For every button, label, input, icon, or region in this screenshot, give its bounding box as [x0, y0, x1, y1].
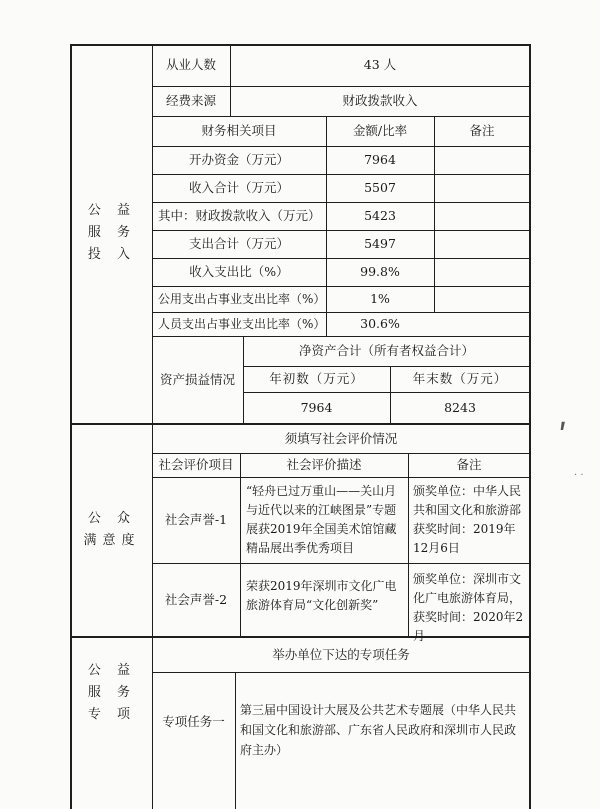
- assets-begin-label: 年初数（万元）: [269, 371, 364, 387]
- finance-header-amount: 金额/比率: [352, 123, 408, 139]
- staff-value: 43 人: [363, 57, 397, 73]
- finance-row-amount: 30.6%: [360, 316, 400, 332]
- section-label-public-service-input: 公 益 服 务 投 入: [87, 203, 137, 262]
- finance-row-item: 开办资金（万元）: [188, 152, 289, 168]
- scan-artifact: · ·: [574, 470, 584, 481]
- funding-label: 经费来源: [165, 93, 216, 109]
- scan-artifact: ʹ: [558, 418, 568, 458]
- assets-label: 资产损益情况: [159, 372, 235, 388]
- finance-row-item: 人员支出占事业支出比率（%）: [158, 316, 326, 331]
- evaluation-title: 须填写社会评价情况: [284, 431, 398, 447]
- special-task-desc: 第三届中国设计大展及公共艺术专题展（中华人民共和国文化和旅游部、广东省人民政府和深圳市人民政府主办）: [240, 703, 517, 757]
- finance-row-amount: 5507: [364, 180, 396, 196]
- evaluation-row-note: 颁奖单位：深圳市文化广电旅游体育局，获奖时间：2020年2月: [413, 572, 524, 643]
- funding-value: 财政拨款收入: [342, 93, 418, 109]
- assets-header: 净资产合计（所有者权益合计）: [298, 343, 474, 359]
- finance-row-item: 收入支出比（%）: [189, 264, 289, 280]
- assets-end-label: 年末数（万元）: [412, 371, 508, 387]
- finance-row-note: [434, 146, 530, 174]
- evaluation-header-desc: 社会评价描述: [286, 457, 362, 473]
- finance-row-item: 公用支出占事业支出比率（%）: [158, 291, 326, 306]
- finance-row-note: [434, 258, 530, 286]
- evaluation-row-desc: “轻舟已过万重山——关山月与近代以来的江峡图景”专题展获2019年全国美术馆馆藏精品展出季优秀项目: [246, 484, 397, 555]
- finance-header-note: 备注: [469, 123, 495, 139]
- finance-row-amount: 99.8%: [360, 264, 400, 280]
- assets-begin-value: 7964: [300, 399, 333, 415]
- finance-row-item: 其中：财政拨款收入（万元）: [158, 208, 321, 224]
- finance-row-note: [434, 202, 530, 230]
- evaluation-row-item: 社会声誉-1: [164, 512, 228, 528]
- finance-row-item: 支出合计（万元）: [188, 236, 289, 252]
- evaluation-row-item: 社会声誉-2: [164, 592, 228, 608]
- assets-end-value: 8243: [444, 399, 476, 415]
- finance-row-amount: 7964: [364, 152, 396, 168]
- finance-row-amount: 1%: [370, 291, 390, 307]
- special-task-label: 专项任务一: [162, 714, 225, 730]
- finance-row-note: [434, 286, 530, 312]
- evaluation-row-note: 颁奖单位：中华人民共和国文化和旅游部 获奖时间：2019年12月6日: [413, 484, 522, 555]
- section-label-public-satisfaction: 公 众 满意度: [83, 511, 141, 548]
- evaluation-row-desc: 荣获2019年深圳市文化广电旅游体育局“文化创新奖”: [246, 579, 397, 612]
- staff-label: 从业人数: [165, 57, 216, 73]
- finance-row-amount: 5423: [364, 208, 396, 224]
- evaluation-header-item: 社会评价项目: [158, 457, 234, 473]
- finance-row-amount: 5497: [364, 236, 396, 252]
- section-label-special-service: 公 益 服 务 专 项: [87, 663, 137, 722]
- finance-header-item: 财务相关项目: [201, 123, 277, 139]
- finance-row-note: [434, 230, 530, 258]
- special-task-title: 举办单位下达的专项任务: [272, 647, 410, 663]
- finance-row-item: 收入合计（万元）: [188, 180, 289, 196]
- evaluation-header-note: 备注: [456, 457, 482, 473]
- finance-row-note: [434, 174, 530, 202]
